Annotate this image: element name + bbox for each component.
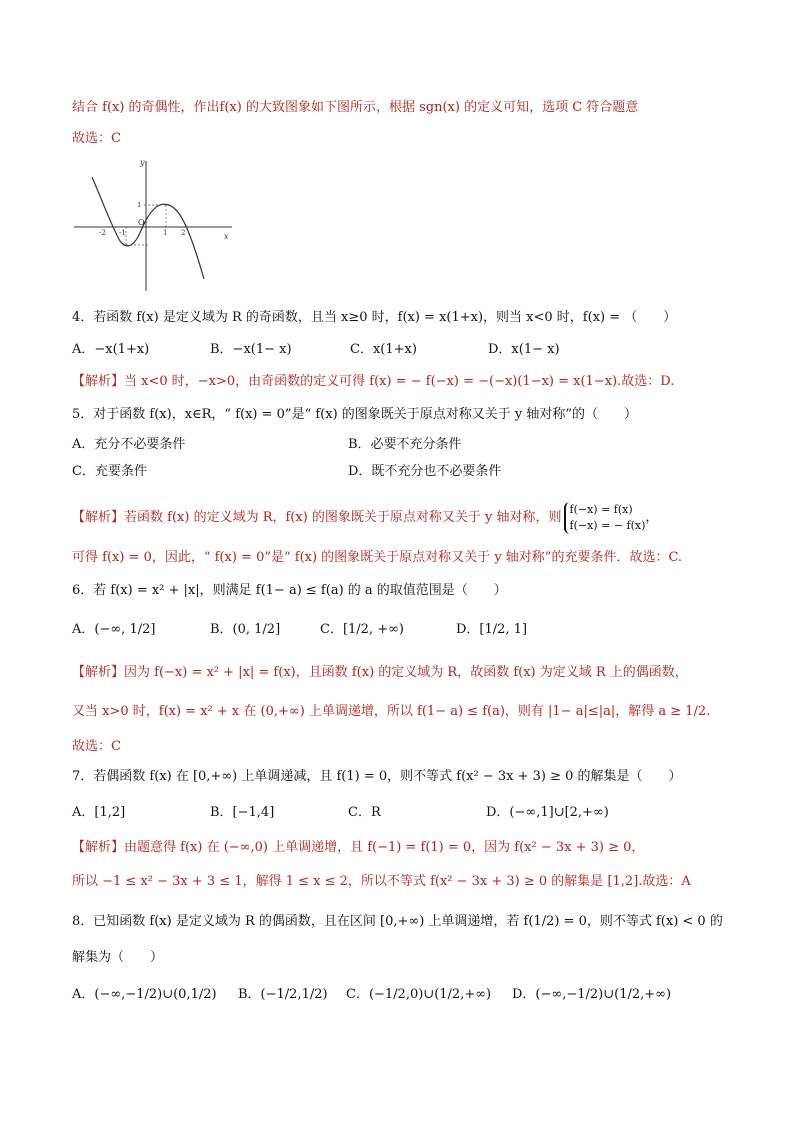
- q7-solution-text-1: 由题意得 f(x) 在 (−∞,0) 上单调递增，且 f(−1) = f(1) = 0，因为 f(x² − 3x + 3) ≥ 0，: [124, 840, 645, 855]
- q4-stem: 4．若函数 f(x) 是定义域为 R 的奇函数，且当 x≥0 时，f(x) = x(1+x)，则当 x<0 时，f(x) = （ ）: [72, 310, 677, 325]
- q5-option-c: C．充要条件: [72, 464, 147, 479]
- solution-tag: 【解析】: [72, 510, 125, 525]
- q6-solution-2: 又当 x>0 时，f(x) = x² + x 在 (0,+∞) 上单调递增，所以 f(1− a) ≤ f(a)，则有 |1− a|≤|a|，解得 a ≥ 1/2.: [72, 704, 711, 719]
- q4-option-c: C．x(1+x): [350, 342, 417, 357]
- q7-option-b: B．[−1,4]: [210, 805, 275, 820]
- q7-option-a: A．[1,2]: [72, 805, 126, 820]
- q6-option-a: A．(−∞, 1/2]: [72, 622, 156, 637]
- tick-x-neg1: -1: [119, 229, 126, 237]
- q7-solution-1: [72, 838, 734, 858]
- q8-stem-1: 8．已知函数 f(x) 是定义域为 R 的偶函数，且在区间 [0,+∞) 上单调递增，若 f(1/2) = 0，则不等式 f(x) < 0 的: [72, 914, 723, 929]
- q6-option-b: B．(0, 1/2]: [210, 622, 281, 637]
- q6-option-d: D．[1/2, 1]: [456, 622, 528, 637]
- q7-option-d: D．(−∞,1]∪[2,+∞): [486, 805, 609, 820]
- q7-option-c: C．R: [348, 805, 381, 820]
- tick-x-neg2: -2: [99, 229, 106, 237]
- q6-solution-text-1: 因为 f(−x) = x² + |x| = f(x)，且函数 f(x) 的定义域为 R，故函数 f(x) 为定义域 R 上的偶函数，: [124, 665, 688, 680]
- tick-x-1: 1: [163, 229, 168, 237]
- q6-option-c: C．[1/2, +∞): [320, 622, 404, 637]
- q8-option-a: A．(−∞,−1/2)∪(0,1/2): [72, 987, 217, 1002]
- q4-option-b: B．−x(1− x): [210, 342, 292, 357]
- tick-y-1: 1: [137, 201, 142, 209]
- solution-tag: 【解析】: [72, 665, 125, 680]
- solution-tag: 【解析】: [72, 374, 125, 389]
- q5-option-d: D．既不充分也不必要条件: [348, 464, 502, 479]
- q8-stem-2: 解集为（ ）: [72, 950, 164, 965]
- q5-solution-1: 【解析】若函数 f(x) 的定义域为 R，f(x) 的图象既关于原点对称又关于 y 轴对称，则 f(−x) = f(x) f(−x) = − f(x) ，: [72, 502, 659, 532]
- q5-option-b: B．必要不充分条件: [348, 437, 462, 452]
- q7-solution-2: 所以 −1 ≤ x² − 3x + 3 ≤ 1，解得 1 ≤ x ≤ 2，所以不等式 f(x² − 3x + 3) ≥ 0 的解集是 [1,2].故选：A: [72, 874, 691, 889]
- q4-solution-text: 当 x<0 时，−x>0，由奇函数的定义可得 f(x) = − f(−x) = −(−x)(1−x) = x(1−x).故选：D.: [124, 374, 675, 389]
- q4-option-a: A．−x(1+x): [72, 342, 150, 357]
- q8-option-d: D．(−∞,−1/2)∪(1/2,+∞): [512, 987, 672, 1002]
- q4-solution: [72, 372, 734, 392]
- q8-option-c: C．(−1/2,0)∪(1/2,+∞): [346, 987, 492, 1002]
- q5-system: [564, 502, 646, 534]
- q5-solution-text-1: 若函数 f(x) 的定义域为 R，f(x) 的图象既关于原点对称又关于 y 轴对称，则: [124, 510, 562, 525]
- axis-y-label: y: [140, 158, 145, 167]
- axis-x-label: x: [224, 232, 229, 241]
- q8-option-b: B．(−1/2,1/2): [238, 987, 328, 1002]
- intro-line: 结合 f(x) 的奇偶性，作出f(x) 的大致图象如下图所示，根据 sgn(x) 的定义可知，选项 C 符合题意: [72, 100, 639, 115]
- q5-option-a: A．充分不必要条件: [72, 437, 186, 452]
- function-graph: [72, 155, 240, 295]
- solution-tag: 【解析】: [72, 840, 125, 855]
- q6-answer: 故选：C: [72, 739, 121, 754]
- q5-solution-2: 可得 f(x) = 0，因此，“ f(x) = 0”是“ f(x) 的图象既关于原点对称又关于 y 轴对称”的充要条件．故选：C.: [72, 550, 683, 565]
- q5-system-eq2: f(−x) = − f(x): [569, 518, 646, 532]
- q5-system-eq1: f(−x) = f(x): [569, 502, 633, 516]
- q4-option-d: D．x(1− x): [488, 342, 560, 357]
- q6-stem: 6．若 f(x) = x² + |x|，则满足 f(1− a) ≤ f(a) 的 a 的取值范围是（ ）: [72, 583, 507, 598]
- q6-solution-1: [72, 663, 734, 683]
- intro-answer: 故选：C: [72, 131, 121, 146]
- origin-label: O: [138, 218, 145, 227]
- q5-stem: 5．对于函数 f(x)，x∈R，“ f(x) = 0”是“ f(x) 的图象既关于原点对称又关于 y 轴对称”的（ ）: [72, 407, 638, 422]
- tick-x-2: 2: [181, 229, 186, 237]
- q7-stem: 7．若偶函数 f(x) 在 [0,+∞) 上单调递减，且 f(1) = 0，则不等式 f(x² − 3x + 3) ≥ 0 的解集是（ ）: [72, 769, 682, 784]
